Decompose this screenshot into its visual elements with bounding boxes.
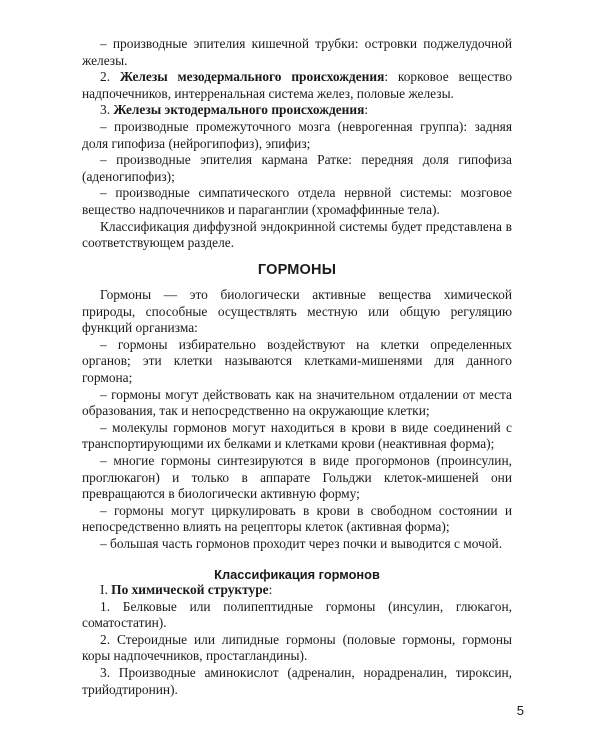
list-item: – большая часть гормонов проходит через почки и выводится с мочой. (100, 535, 503, 551)
item-number: 3. (100, 102, 114, 118)
list-item: – гормоны могут действовать как на значительном отдалении от места образования, так и непосредственно на окружающие клетки; (82, 386, 512, 419)
page-number: 5 (516, 703, 524, 718)
paragraph-mesoderm-glands (82, 69, 512, 102)
list-item: 2. Стероидные или липидные гормоны (половые гормоны, гормоны коры надпочечников, простагландины). (82, 631, 512, 664)
paragraph-diffuse-system: Классификация диффузной эндокринной системы будет представлена в соответствующем разделе. (82, 218, 512, 251)
bold-term-ectoderm: Железы эктодермального происхождения (113, 102, 365, 118)
list-item: – гормоны могут циркулировать в крови в свободном состоянии и непосредственно влиять на рецепторы клеток (активная форма); (82, 502, 512, 535)
hormones-body (82, 287, 512, 553)
paragraph-hormones-definition: Гормоны — это биологически активные вещества химической природы, способные осуществлять местную или общую регуляцию функций организма: (82, 287, 512, 336)
bold-term-chemical-structure: По химической структуре (111, 582, 269, 597)
item-number: I. (100, 582, 112, 597)
paragraph-endoderm-intestinal: – производные эпителия кишечной трубки: островки поджелудочной железы. (82, 36, 512, 68)
subheading-chemical-structure (82, 582, 512, 599)
paragraph-sympathetic: – производные симпатического отдела нервной системы: мозговое вещество надпочечников и параганглии (хромаффинные тела). (82, 185, 512, 217)
list-item: – молекулы гормонов могут находиться в крови в виде соединений с транспортирующими их белками и клетками крови (неактивная форма); (82, 419, 512, 452)
paragraph-diencephalon: – производные промежуточного мозга (неврогенная группа): задняя доля гипофиза (нейрогипофиз), эпифиз; (82, 118, 512, 151)
section-heading-hormones: ГОРМОНЫ (257, 262, 337, 278)
section-heading-classification: Классификация гормонов (214, 567, 380, 582)
paragraph-ectoderm-glands (82, 102, 512, 119)
list-item: 3. Производные аминокислот (адреналин, норадреналин, тироксин, трийодтиронин). (82, 664, 512, 697)
glands-continuation (82, 36, 512, 252)
item-number: 2. (100, 69, 120, 85)
paragraph-rathke-pouch: – производные эпителия кармана Ратке: передняя доля гипофиза (аденогипофиз); (82, 152, 512, 184)
list-item: 1. Белковые или полипептидные гормоны (инсулин, глюкагон, соматостатин). (82, 598, 512, 631)
list-item: – многие гормоны синтезируются в виде прогормонов (проинсулин, проглюкагон) и только в аппарате Гольджи клеток-мишеней они превращаются в биологически активную форму; (82, 452, 512, 502)
classification-body (82, 582, 512, 698)
paragraph-text: : (364, 102, 369, 118)
paragraph-text: : корковое вещество надпочечников, интерренальная система желез, половые железы. (82, 69, 513, 101)
list-item: – гормоны избирательно воздействуют на клетки определенных органов; эти клетки называются клетками-мишенями для данного гормона; (82, 336, 512, 385)
paragraph-text: : (268, 582, 273, 597)
bold-term-mesoderm: Железы мезодермального происхождения (119, 69, 385, 85)
